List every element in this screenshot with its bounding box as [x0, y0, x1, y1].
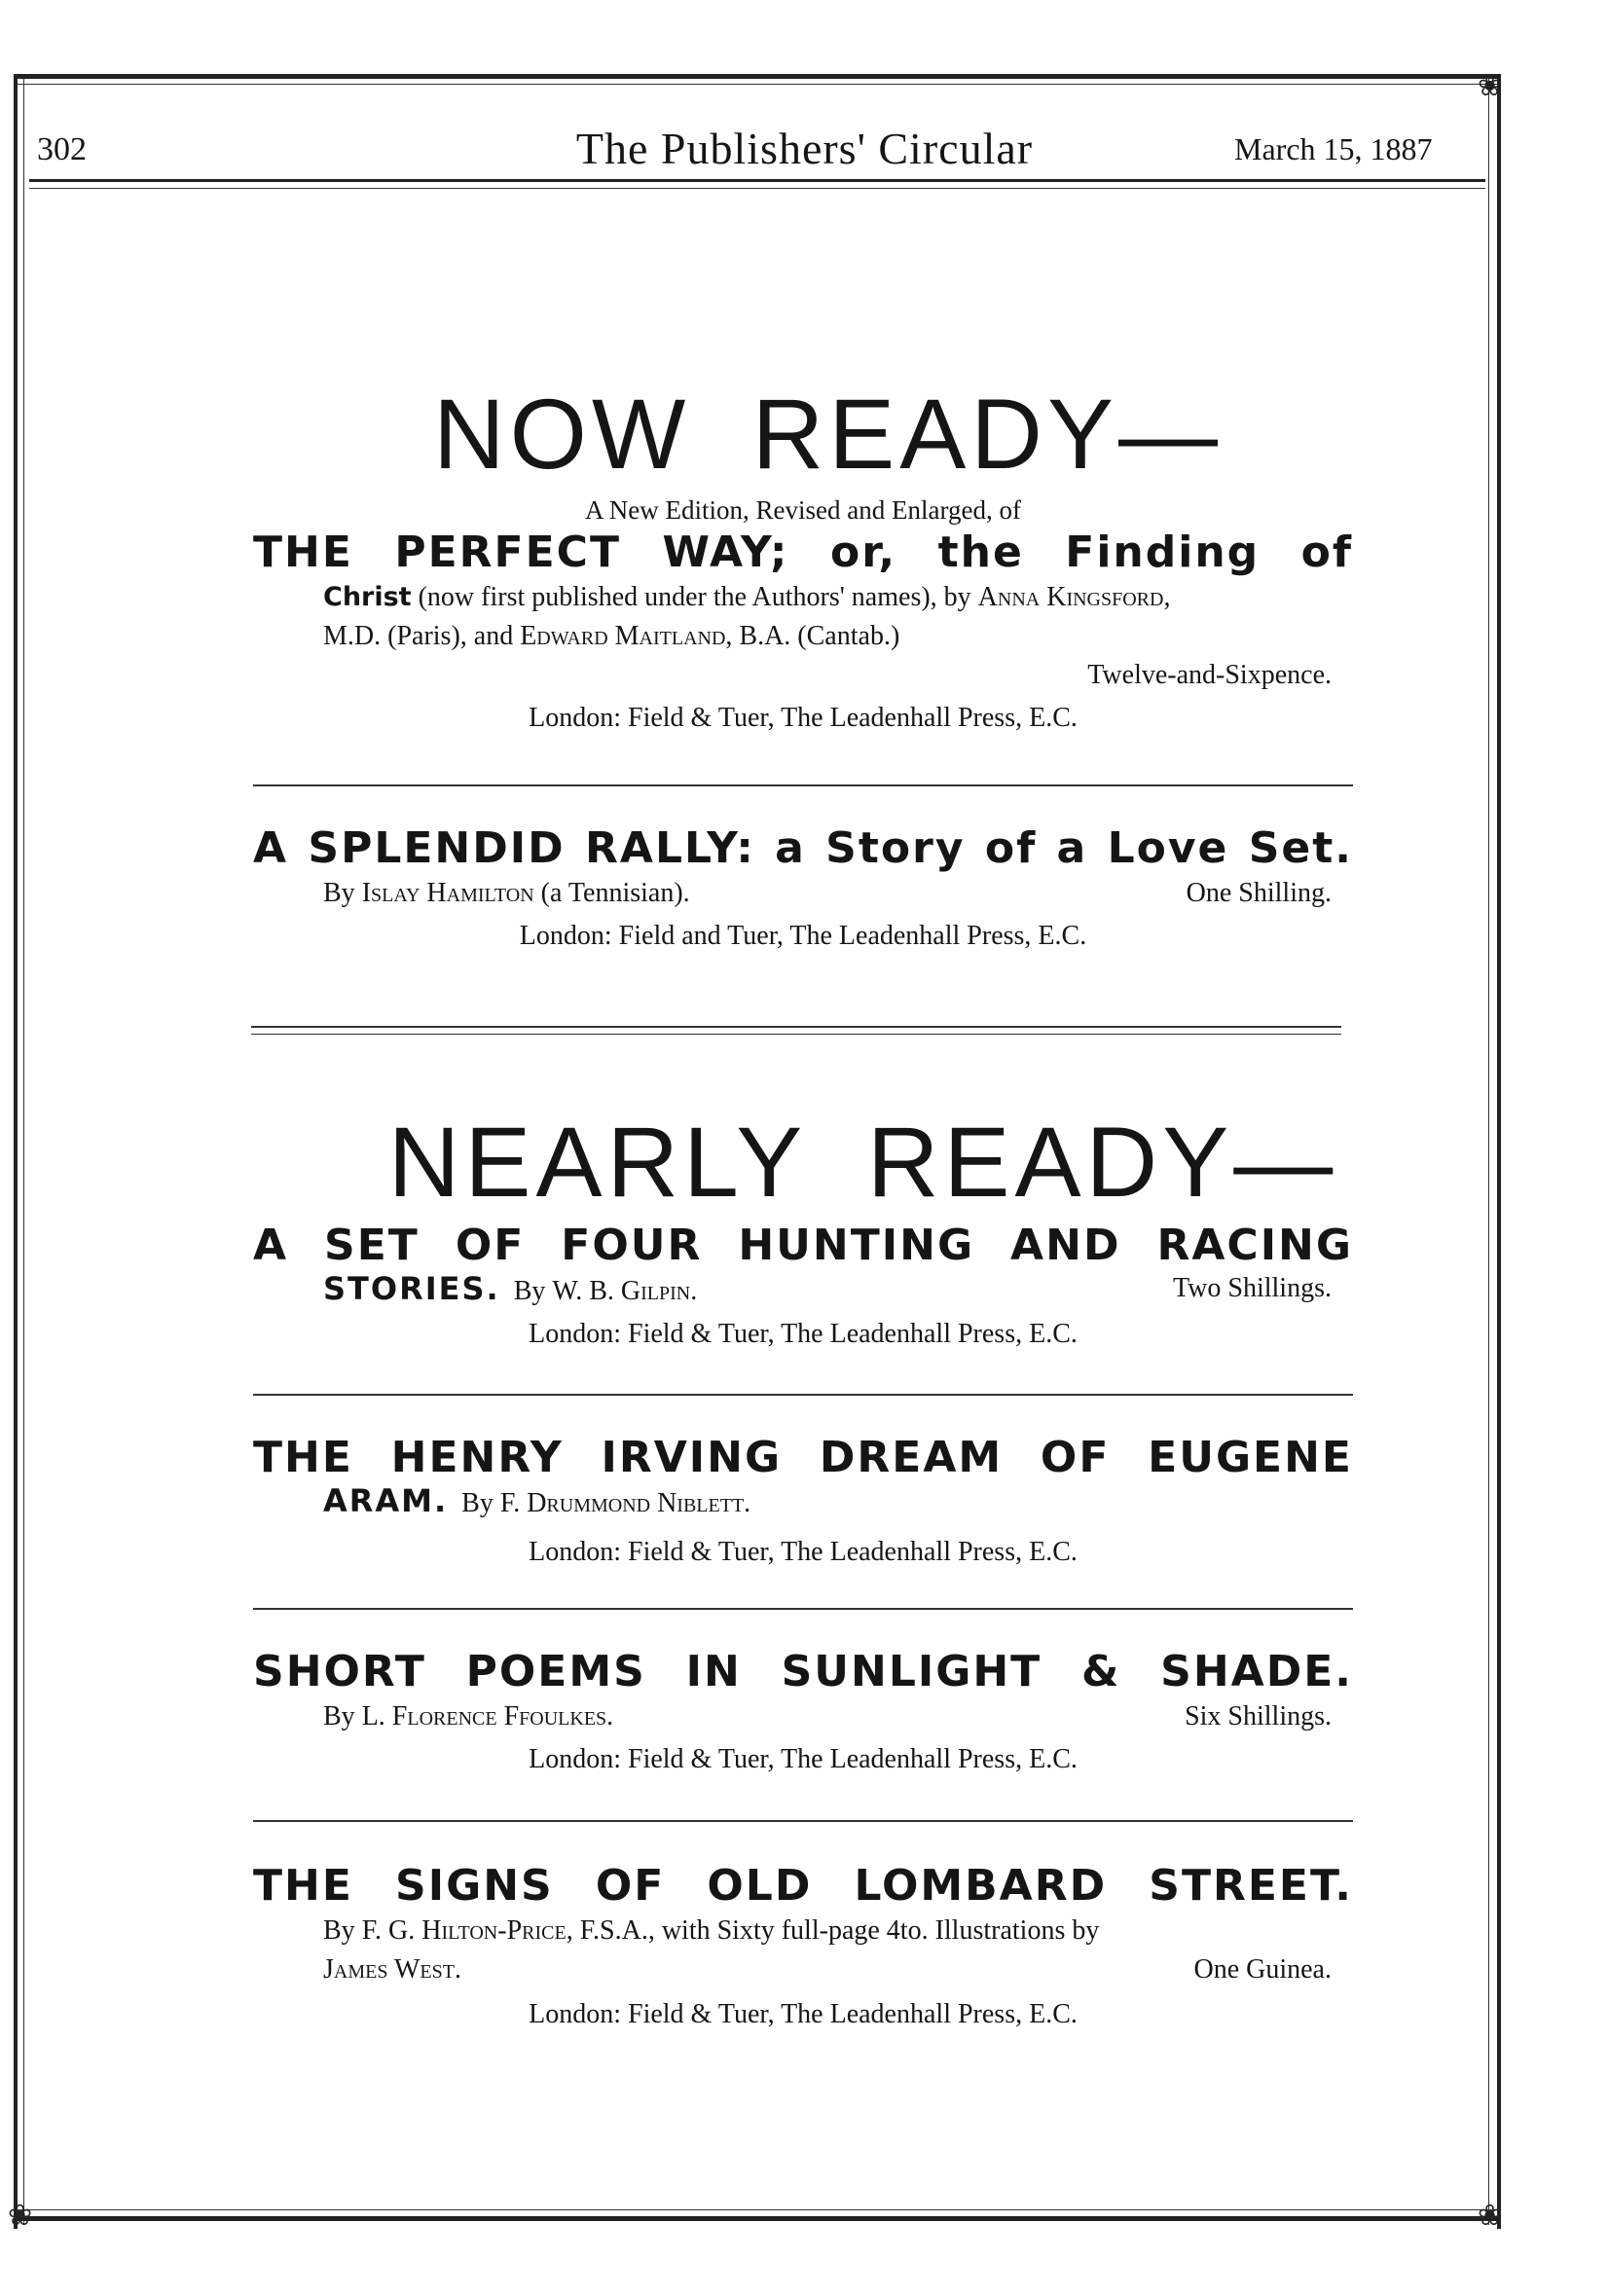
book-title-continued: ARAM. [323, 1482, 449, 1520]
illustrator-name: James West. [323, 1954, 461, 1986]
book-price: Twelve-and-Sixpence. [1087, 660, 1332, 691]
author-name: F. G. Hilton-Price, [361, 1915, 573, 1947]
publisher-imprint: London: Field and Tuer, The Leadenhall Press, E.C. [519, 921, 1087, 952]
section-double-divider [251, 1034, 1341, 1035]
top-rule-thick [18, 74, 1497, 79]
book-entry-perfect-way [253, 492, 1353, 738]
section-heading-now-ready: NOW READY— [432, 379, 1224, 490]
corner-ornament-icon: ❀ [1478, 2199, 1503, 2233]
header-rule-thin [29, 188, 1485, 189]
book-description-line: By F. G. Hilton-Price, F.S.A., with Sixty full-page 4to. Illustrations by [323, 1915, 1100, 1947]
book-price: Six Shillings. [1185, 1701, 1332, 1732]
author-name: Edward Maitland, [520, 621, 733, 652]
section-double-divider [251, 1026, 1341, 1028]
book-title: A SET OF FOUR HUNTING AND RACING [253, 1221, 1353, 1270]
book-title: THE HENRY IRVING DREAM OF EUGENE [253, 1433, 1353, 1482]
book-title-continued: STORIES. [323, 1270, 500, 1308]
book-intro: A New Edition, Revised and Enlarged, of [585, 495, 1021, 525]
issue-date: March 15, 1887 [1234, 131, 1433, 166]
section-divider [253, 1394, 1353, 1396]
author-name: F. Drummond Niblett. [499, 1488, 751, 1519]
bottom-rule-thin [18, 2209, 1497, 2210]
corner-ornament-icon: ❀ [8, 2199, 33, 2233]
journal-title: The Publishers' Circular [575, 124, 1034, 173]
book-title: A SPLENDID RALLY: a Story of a Love Set. [253, 823, 1353, 873]
author-name: Anna Kingsford, [977, 582, 1171, 613]
author-name: L. Florence Ffoulkes. [361, 1701, 614, 1732]
book-byline: STORIES. By W. B. Gilpin. Two Shillings. [253, 1269, 1353, 1311]
book-byline: By L. Florence Ffoulkes. Six Shillings. [253, 1697, 1353, 1736]
book-description-line: Christ (now first published under the Authors' names), by Anna Kingsford, [323, 582, 1171, 613]
section-heading-nearly-ready: NEARLY READY— [387, 1107, 1338, 1218]
top-rule-thin [18, 84, 1497, 85]
book-entry-henry-irving [253, 1435, 1353, 1572]
publisher-imprint: London: Field & Tuer, The Leadenhall Press, E.C. [529, 1319, 1078, 1350]
publisher-imprint: London: Field & Tuer, The Leadenhall Press, E.C. [529, 1999, 1078, 2030]
publisher-imprint: London: Field & Tuer, The Leadenhall Press, E.C. [529, 1537, 1078, 1568]
book-title: SHORT POEMS IN SUNLIGHT & SHADE. [253, 1647, 1353, 1696]
author-name: W. B. Gilpin. [552, 1276, 698, 1307]
section-divider [253, 784, 1353, 786]
book-title: THE PERFECT WAY; or, the Finding of [253, 528, 1353, 577]
bottom-rule-thick [18, 2216, 1497, 2221]
book-price: One Shilling. [1186, 878, 1332, 909]
section-divider [253, 1820, 1353, 1822]
book-price: One Guinea. [1193, 1954, 1332, 1986]
book-byline: By Islay Hamilton (a Tennisian). One Shilling. [253, 874, 1353, 913]
publisher-imprint: London: Field & Tuer, The Leadenhall Press, E.C. [529, 703, 1078, 734]
page-number: 302 [37, 131, 87, 167]
book-byline: ARAM. By F. Drummond Niblett. [323, 1482, 751, 1520]
book-entry-short-poems [253, 1649, 1353, 1779]
book-entry-splendid-rally [253, 825, 1353, 956]
section-divider [253, 1608, 1353, 1610]
book-price: Two Shillings. [1173, 1273, 1332, 1304]
book-entry-lombard-street [253, 1863, 1353, 2034]
book-description-line: M.D. (Paris), and Edward Maitland, B.A. (Cantab.) [323, 621, 900, 652]
publisher-imprint: London: Field & Tuer, The Leadenhall Press, E.C. [529, 1744, 1078, 1775]
book-byline [253, 1950, 1353, 1989]
book-title: THE SIGNS OF OLD LOMBARD STREET. [253, 1861, 1353, 1911]
header-rule-thick [29, 179, 1485, 182]
author-name: Islay Hamilton [361, 878, 534, 909]
book-entry-hunting-racing [253, 1222, 1353, 1354]
corner-ornament-icon: ❀ [1478, 69, 1503, 103]
